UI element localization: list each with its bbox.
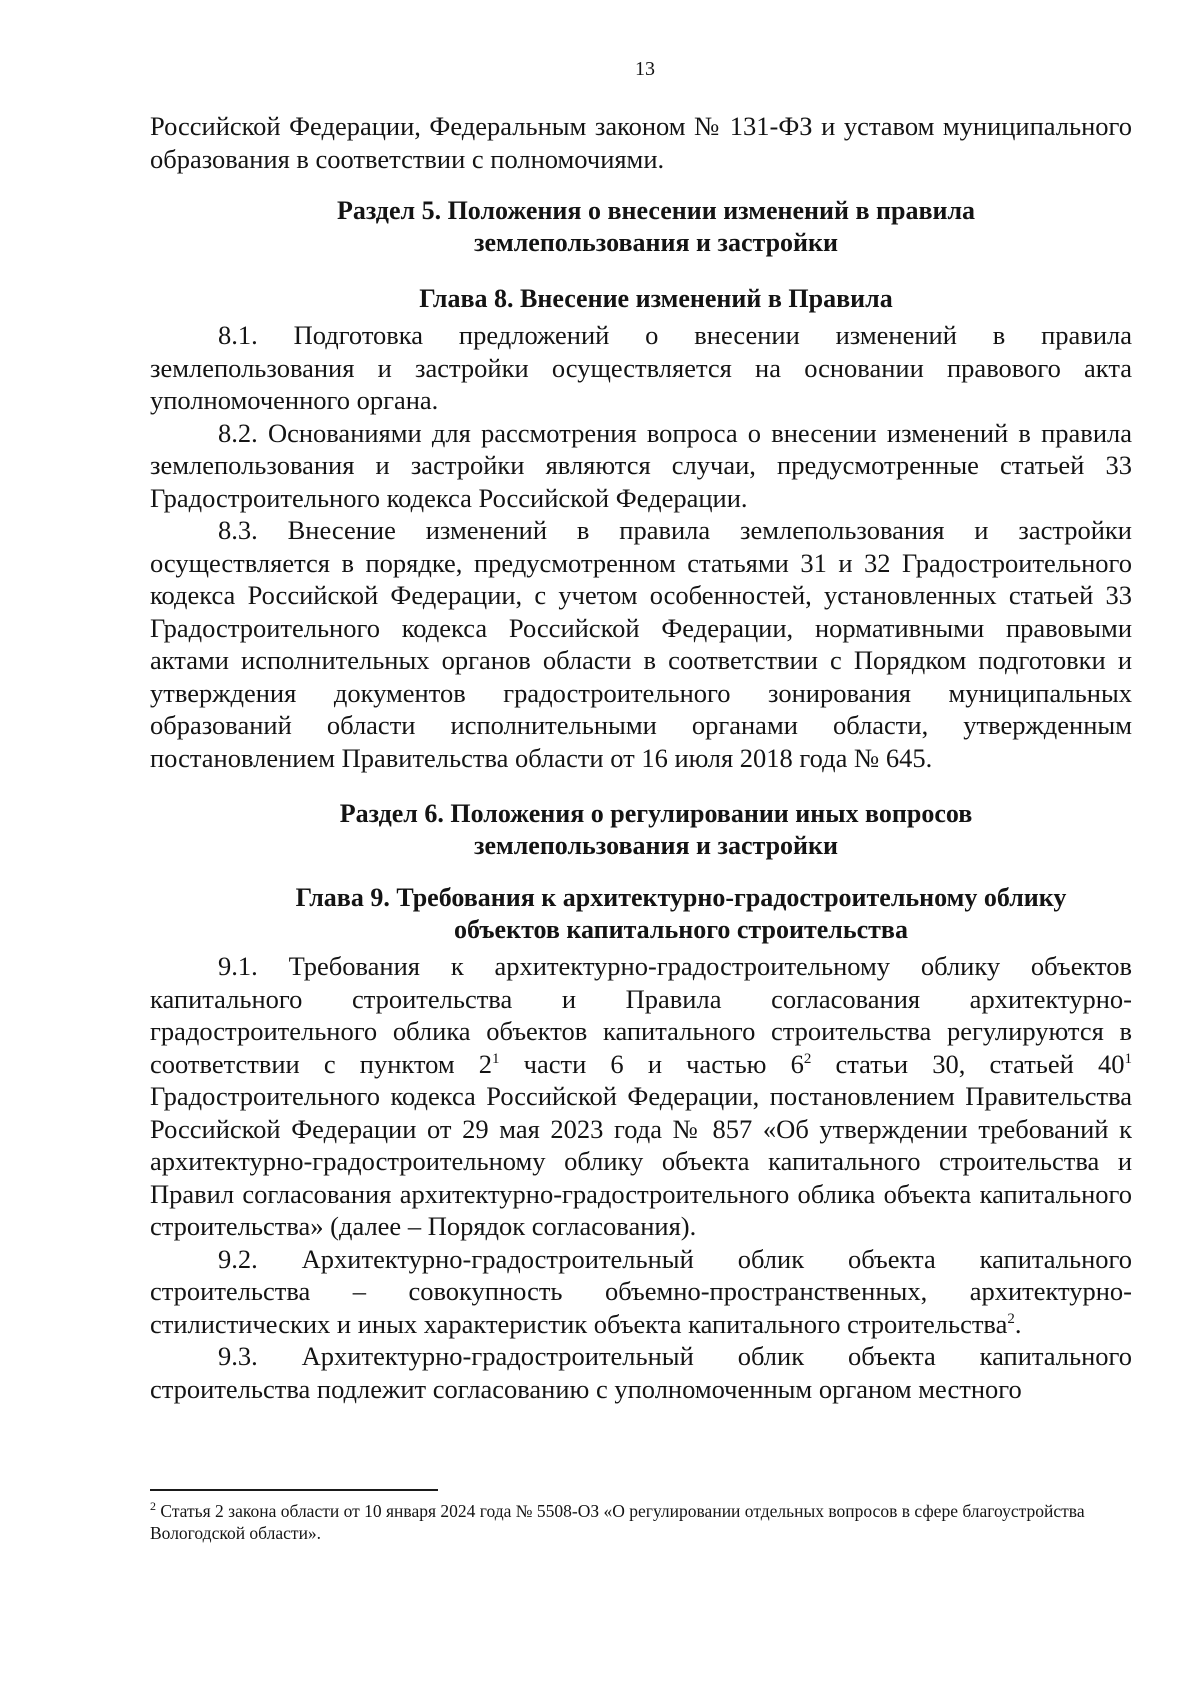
intro-paragraph: Российской Федерации, Федеральным законом № 131-ФЗ и уставом муниципального образования в соответствии с полномочиями. xyxy=(150,111,1132,174)
section-5-title-line-1: Раздел 5. Положения о внесении изменений в правила xyxy=(336,196,976,225)
paragraph-9-2-text: 9.2. Архитектурно-градостроительный облик объекта капитального строительства – совокупность объемно-пространственных, архитектурно-стилистических и иных характеристик объекта капитального строительства xyxy=(150,1243,1132,1339)
paragraph-9-1-part-1: 9.1. Требования к архитектурно-градостроительному облику объектов капитального строительства и Правила согласования архитектурно-градостроительного облика объектов капитального строительства регулируются в соответствии с пунктом 2 xyxy=(150,951,1132,1079)
footnote-reference[interactable]: 2 xyxy=(1007,1310,1015,1327)
chapter-9-title-line-1: Глава 9. Требования к архитектурно-градостроительному облику xyxy=(295,883,1067,912)
footnote-text: Статья 2 закона области от 10 января 2024 года № 5508-ОЗ «О регулировании отдельных вопросов в сфере благоустройства Вологодской области». xyxy=(150,1501,1085,1543)
paragraph-9-1-part-3: статьи 30, статьей 40 xyxy=(811,1048,1125,1079)
paragraph-9-2 xyxy=(150,1243,1132,1341)
superscript-mark: 1 xyxy=(492,1050,500,1067)
paragraph-9-1 xyxy=(150,950,1132,1243)
chapter-8-heading: Глава 8. Внесение изменений в Правила xyxy=(419,284,893,313)
footnote-divider xyxy=(150,1489,438,1491)
chapter-9-title-line-2: объектов капитального строительства xyxy=(454,915,908,944)
section-5-title-line-2: землепользования и застройки xyxy=(474,228,838,257)
section-6-title-line-1: Раздел 6. Положения о регулировании иных вопросов xyxy=(339,799,973,828)
footnote-mark: 2 xyxy=(150,1499,156,1514)
page-number: 13 xyxy=(635,58,655,80)
paragraph-8-2: 8.2. Основаниями для рассмотрения вопроса о внесении изменений в правила землепользования и застройки являются случаи, предусмотренные статьей 33 Градостроительного кодекса Российской Федерации. xyxy=(150,417,1132,513)
section-6-title-line-2: землепользования и застройки xyxy=(474,831,838,860)
section-5-heading xyxy=(220,195,1092,259)
chapter-9-heading xyxy=(210,882,1152,946)
paragraph-9-3: 9.3. Архитектурно-градостроительный облик объекта капитального строительства подлежит согласованию с уполномоченным органом местного xyxy=(150,1341,1132,1404)
paragraph-8-3: 8.3. Внесение изменений в правила землепользования и застройки осуществляется в порядке, предусмотренном статьями 31 и 32 Градостроительного кодекса Российской Федерации, с учетом особенностей, установленных статьей 33 Градостроительного кодекса Российской Федерации, нормативными правовыми актами исполнительных органов области в соответствии с Порядком подготовки и утверждения документов градостроительного зонирования муниципальных образований области исполнительными органами области, утвержденным постановлением Правительства области от 16 июля 2018 года № 645. xyxy=(150,515,1132,773)
paragraph-9-1-part-2: части 6 и частью 6 xyxy=(499,1048,804,1079)
superscript-mark: 1 xyxy=(1124,1050,1132,1067)
superscript-mark: 2 xyxy=(803,1050,812,1067)
section-6-heading xyxy=(220,798,1092,862)
page-content xyxy=(150,110,1132,1405)
paragraph-9-1-part-4: Градостроительного кодекса Российской Федерации, постановлением Правительства Российской Федерации от 29 мая 2023 года № 857 «Об утверждении требований к архитектурно-градостроительному облику объекта капитального строительства и Правил согласования архитектурно-градостроительного облика объекта капитального строительства» (далее – Порядок согласования). xyxy=(150,1081,1132,1241)
paragraph-8-1: 8.1. Подготовка предложений о внесении изменений в правила землепользования и застройки осуществляется на основании правового акта уполномоченного органа. xyxy=(150,320,1132,415)
paragraph-9-2-end: . xyxy=(1014,1308,1022,1339)
footnote xyxy=(150,1500,1110,1544)
